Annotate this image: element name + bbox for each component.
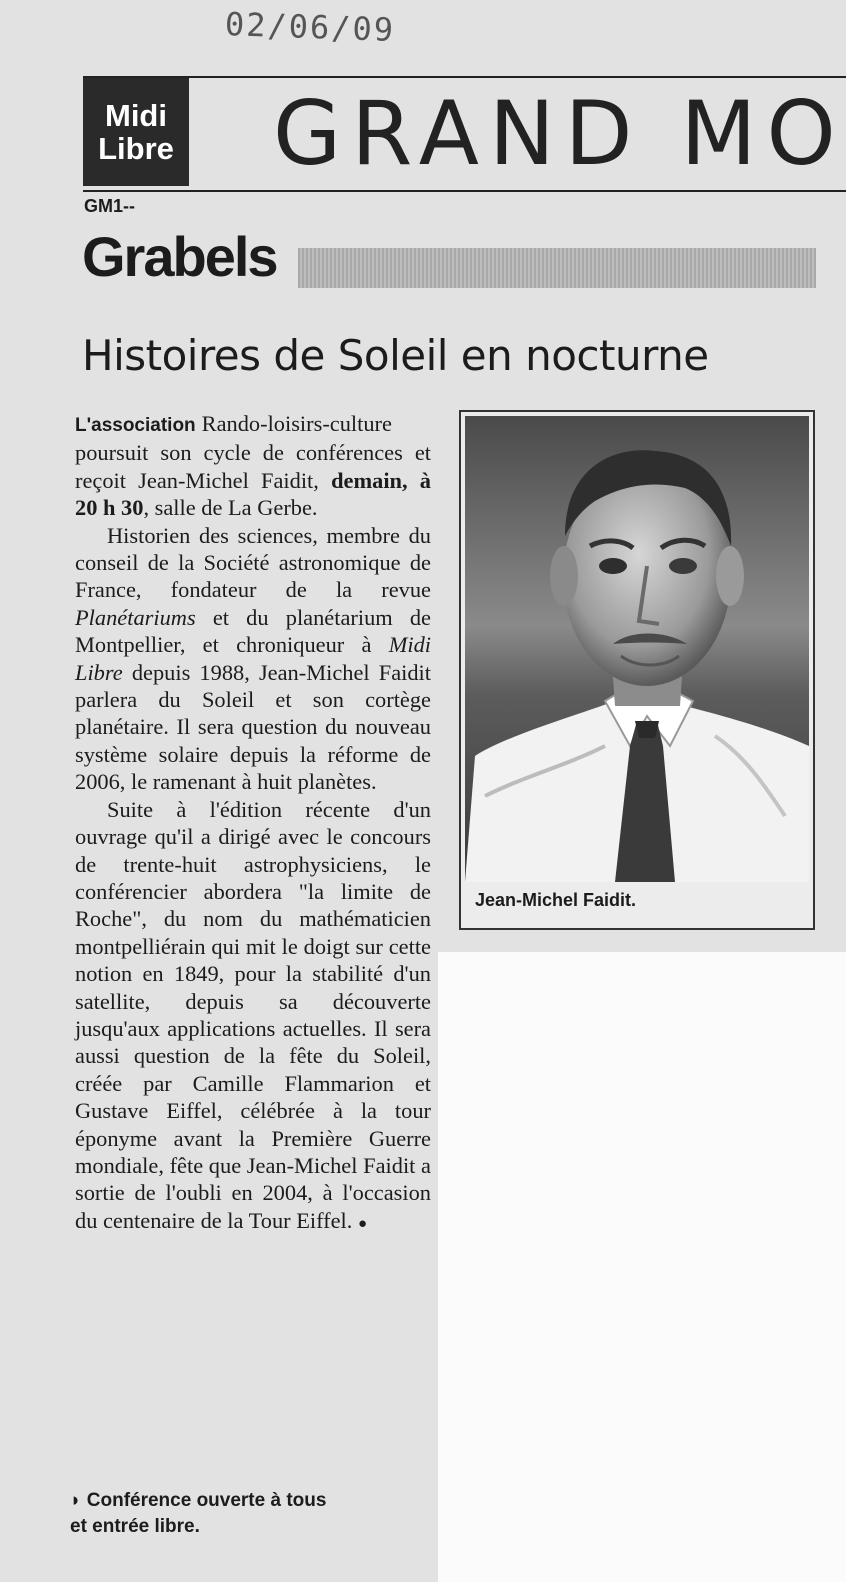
logo-line-2: Libre [98, 131, 174, 166]
masthead [83, 76, 846, 192]
footer-line-1: Conférence ouverte à tous [86, 1490, 327, 1511]
article-headline: Histoires de Soleil en nocturne [82, 331, 709, 380]
p2-text-b: et du planétarium de Montpellier, et chroniqueur à [75, 604, 431, 658]
paragraph-3 [75, 796, 431, 1239]
p3-text: Suite à l'édition récente d'un ouvrage qu'il a dirigé avec le concours de trente-huit astrophysiciens, le conférencier abordera "la limite de Roche", du nom du mathématicien montpelliérain qui mit le doigt sur cette notion en 1849, pour la stabilité d'un satellite, depuis sa découverte jusqu'aux applications actuelles. Il sera aussi question de la fête du Soleil, créée par Camille Flammarion et Gustave Eiffel, célébrée à la tour éponyme avant la Première Guerre mondiale, fête que Jean-Michel Faidit a sortie de l'oubli en 2004, à l'occasion du centenaire de la Tour Eiffel. [75, 796, 431, 1233]
lead-word: L'association [75, 415, 196, 436]
p2-magazine-title: Planétariums [75, 604, 196, 630]
paragraph-2 [75, 522, 431, 796]
article-body [75, 410, 431, 1238]
p2-newspaper-title: Midi Libre [75, 632, 431, 685]
header-shade-bar [298, 248, 816, 288]
midi-libre-logo [83, 78, 189, 186]
paragraph-1 [75, 410, 431, 522]
p2-text-c: depuis 1988, Jean-Michel Faidit parlera du Soleil et son cortège planétaire. Il sera question du nouveau système solaire depuis la réforme de 2006, le ramenant à huit planètes. [75, 659, 431, 795]
p2-text-a: Historien des sciences, membre du conseil de la Société astronomique de France, fondateur de la revue [75, 522, 431, 603]
portrait-illustration [465, 416, 809, 882]
footer-bullet-icon: ◗ [70, 1490, 82, 1511]
page-kicker: GM1-- [84, 196, 135, 216]
section-title: GRAND MO [273, 82, 846, 185]
blank-paper-area [438, 952, 846, 1582]
handwritten-date: 02/06/09 [224, 5, 396, 49]
portrait-photo [465, 416, 809, 882]
p1-text-a: Rando-loisirs-culture poursuit son cycle de conférences et reçoit Jean-Michel Faidit, [75, 411, 431, 493]
photo-frame [459, 410, 815, 930]
footer-line-2: et entrée libre. [70, 1516, 200, 1537]
locality-title: Grabels [82, 225, 277, 288]
logo-line-1: Midi [105, 98, 167, 133]
end-mark: ● [357, 1215, 368, 1232]
article-footer [70, 1488, 430, 1540]
p1-date-time: demain, à 20 h 30 [75, 467, 431, 521]
p1-text-b: , salle de La Gerbe. [143, 495, 318, 521]
photo-caption: Jean-Michel Faidit. [475, 890, 637, 910]
